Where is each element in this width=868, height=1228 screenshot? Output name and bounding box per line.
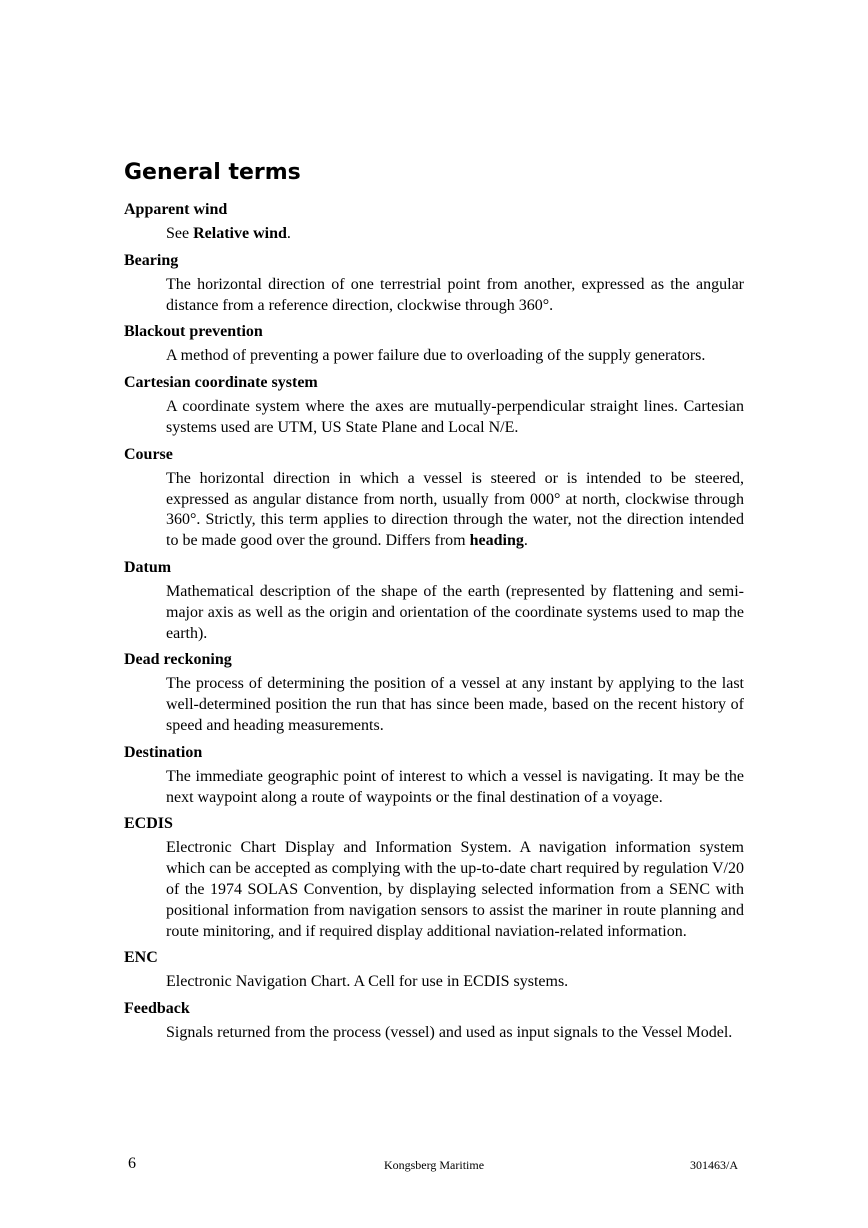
glossary-page	[124, 158, 744, 1050]
glossary-definition	[166, 224, 744, 245]
definition-text-end: .	[523, 532, 528, 550]
glossary-term: ECDIS	[124, 815, 173, 833]
definition-text: The process of determining the position of a vessel at any instant by applying to the last well-determined position the run that has since been made, based on the recent history of speed and heading measurements.	[166, 675, 744, 734]
definition-text: The horizontal direction of one terrestrial point from another, expressed as the angular distance from a reference direction, clockwise through 360°.	[166, 275, 744, 314]
definition-text: A method of preventing a power failure due to overloading of the supply generators.	[166, 347, 706, 365]
definition-text-end: .	[286, 225, 291, 242]
glossary-term: Feedback	[124, 1000, 190, 1018]
definition-text: The immediate geographic point of interest to which a vessel is navigating. It may be the next waypoint along a route of waypoints or the final destination of a voyage.	[166, 767, 744, 806]
glossary-definition	[166, 397, 744, 439]
glossary-entry	[124, 200, 744, 245]
glossary-definition	[166, 838, 744, 942]
glossary-term: Cartesian coordinate system	[124, 374, 318, 392]
definition-cross-reference: Relative wind	[193, 225, 287, 242]
definition-text: Electronic Navigation Chart. A Cell for use in ECDIS systems.	[166, 973, 569, 991]
section-title: General terms	[124, 160, 301, 185]
page-footer	[124, 1155, 744, 1175]
glossary-entry	[124, 445, 744, 552]
glossary-term: Datum	[124, 558, 172, 576]
glossary-entry	[124, 948, 744, 993]
glossary-definition	[166, 972, 744, 993]
definition-text: The horizontal direction in which a vessel is steered or is intended to be steered, expressed as angular distance from north, usually from 000° at north, clockwise through 360°. Strictly, this term applies to direction through the water, not the direction intended to be made good over the ground. Differs from	[166, 469, 744, 550]
glossary-list	[124, 200, 744, 1044]
glossary-definition	[166, 275, 744, 317]
glossary-term: Apparent wind	[124, 201, 228, 218]
glossary-definition	[166, 469, 744, 552]
glossary-entry	[124, 999, 744, 1044]
glossary-definition	[166, 582, 744, 644]
glossary-definition	[166, 1023, 744, 1044]
glossary-entry	[124, 814, 744, 942]
glossary-term: Destination	[124, 743, 203, 761]
page-number: 6	[128, 1155, 136, 1172]
definition-cross-reference: heading	[469, 532, 524, 550]
glossary-term: Course	[124, 445, 173, 463]
glossary-entry	[124, 251, 744, 317]
glossary-definition	[166, 346, 744, 367]
glossary-entry	[124, 743, 744, 809]
definition-text: A coordinate system where the axes are mutually-perpendicular straight lines. Cartesian systems used are UTM, US State Plane and Local N/E.	[166, 398, 744, 436]
definition-text: See	[166, 225, 194, 242]
definition-text: Electronic Chart Display and Information System. A navigation information system which can be accepted as complying with the up-to-date chart required by regulation V/20 of the 1974 SOLAS Convention, by displaying selected information from a SENC with positional information from navigation sensors to assist the mariner in route planning and route minitoring, and if required display additional naviation-related information.	[166, 839, 744, 940]
company-name: Kongsberg Maritime	[383, 1158, 485, 1172]
glossary-definition	[166, 674, 744, 736]
glossary-term: Bearing	[124, 251, 179, 269]
definition-text: Mathematical description of the shape of the earth (represented by flattening and semi-major axis as well as the origin and orientation of the coordinate systems used to map the earth).	[166, 582, 744, 642]
glossary-entry	[124, 322, 744, 367]
glossary-term: Blackout prevention	[124, 323, 263, 341]
glossary-term: Dead reckoning	[124, 651, 232, 669]
glossary-entry	[124, 558, 744, 644]
glossary-definition	[166, 767, 744, 809]
glossary-entry	[124, 650, 744, 736]
glossary-term: ENC	[124, 949, 158, 967]
glossary-entry	[124, 373, 744, 439]
document-number: 301463/A	[690, 1158, 738, 1172]
definition-text: Signals returned from the process (vessel) and used as input signals to the Vessel Model.	[166, 1024, 733, 1042]
